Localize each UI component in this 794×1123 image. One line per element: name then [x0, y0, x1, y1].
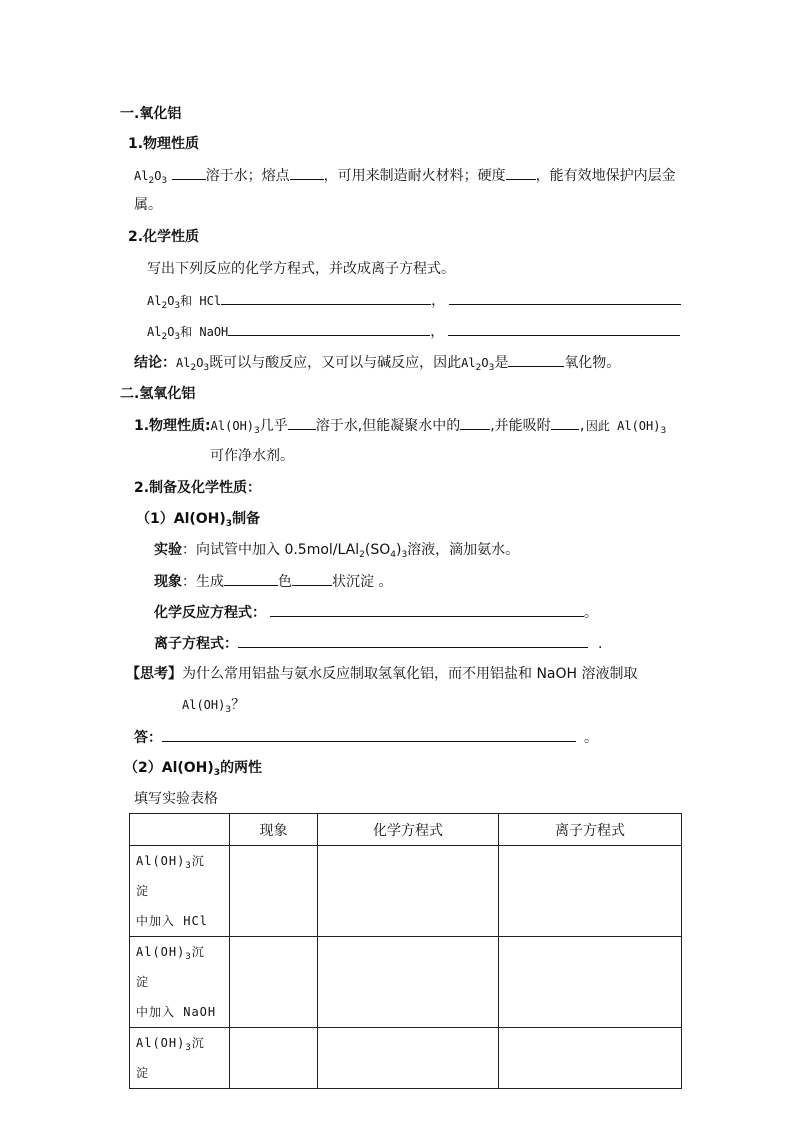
blank-suspended-matter[interactable] — [460, 415, 490, 430]
experiment-line: 实验：向试管中加入 $0.5mol/LAl_2(SO_4)_3$溶液，滴加氨水。 — [154, 542, 520, 560]
table-row — [130, 846, 682, 937]
table-cell-phenomenon[interactable] — [230, 846, 318, 937]
blank-precipitate-color[interactable] — [224, 571, 278, 586]
equation-hcl-row: $Al_2O_3$和 HCl ， — [147, 290, 681, 311]
amphoteric-heading: $(2)Al(OH)_3$的两性 — [124, 760, 263, 778]
blank-hcl-chemical-equation[interactable] — [221, 290, 431, 305]
preparation-heading: 2.制备及化学性质： — [134, 480, 262, 496]
table-cell-chemical-equation[interactable] — [318, 937, 499, 1028]
alumina-conclusion: 结论：$Al_2O_3$既可以与酸反应，又可以与碱反应，因此$Al_2O_3$是 氧化物。 — [134, 352, 620, 373]
table-cell-ionic-equation[interactable] — [499, 846, 682, 937]
table-header-chemical-equation: 化学方程式 — [318, 814, 499, 846]
table-cell-ionic-equation[interactable] — [499, 1028, 682, 1089]
blank-hardness[interactable] — [506, 165, 536, 180]
blank-melting-point[interactable] — [290, 165, 324, 180]
blank-solubility[interactable] — [172, 165, 206, 180]
table-cell-chemical-equation[interactable] — [318, 846, 499, 937]
blank-adsorbed[interactable] — [551, 415, 579, 430]
blank-precipitate-form[interactable] — [292, 571, 332, 586]
table-intro: 填写实验表格 — [134, 791, 218, 807]
section-title-aluminum-hydroxide: 二.氢氧化铝 — [120, 386, 196, 402]
table-row — [130, 1028, 682, 1089]
alumina-physical-line-1: $Al_2O_3$ 溶于水；熔点 ，可用来制造耐火材料；硬度 ，能有效地保护内层金 — [134, 165, 676, 186]
experiment-table — [129, 813, 682, 1089]
table-cell-phenomenon[interactable] — [230, 937, 318, 1028]
hydroxide-physical-line-1: 1.物理性质$:Al(OH)_3$几乎 溶于水,但能凝聚水中的 ,并能吸附 ,因此 $Al(OH)_3$ — [134, 415, 666, 436]
table-header-phenomenon: 现象 — [230, 814, 318, 846]
blank-preparation-ionic-equation[interactable] — [238, 633, 588, 648]
chemical-equation-line: 化学反应方程式： 。 — [154, 602, 598, 623]
table-header-row — [130, 814, 682, 846]
answer-line: 答： 。 — [134, 727, 598, 748]
phenomenon-line: 现象：生成 色 状沉淀 。 — [154, 571, 392, 592]
hydroxide-physical-line-2: 可作净水剂。 — [210, 448, 294, 464]
ionic-equation-line: 离子方程式： . — [154, 633, 602, 654]
think-question: 【思考】为什么常用铝盐与氨水反应制取氢氧化铝，而不用铝盐和 NaOH 溶液制取 — [126, 666, 638, 682]
table-cell-phenomenon[interactable] — [230, 1028, 318, 1089]
blank-hcl-ionic-equation[interactable] — [449, 290, 681, 305]
table-row-label: $Al(OH)_3$沉 淀 中加入 NaOH — [130, 937, 230, 1028]
equation-naoh-row: $Al_2O_3$和 NaOH ， — [147, 321, 680, 342]
table-header-ionic-equation: 离子方程式 — [499, 814, 682, 846]
blank-naoh-ionic-equation[interactable] — [448, 321, 680, 336]
alumina-physical-line-2: 属。 — [134, 197, 162, 213]
chemical-intro: 写出下列反应的化学方程式，并改成离子方程式。 — [147, 261, 455, 277]
blank-preparation-chemical-equation[interactable] — [270, 602, 584, 617]
table-row-label: $Al(OH)_3$沉 淀 中加入 HCl — [130, 846, 230, 937]
chemical-properties-heading: 2.化学性质 — [128, 229, 200, 245]
preparation-subheading: $(1)Al(OH)_3$制备 — [136, 511, 261, 529]
table-cell-ionic-equation[interactable] — [499, 937, 682, 1028]
table-row — [130, 937, 682, 1028]
physical-properties-heading: 1.物理性质 — [128, 136, 200, 152]
blank-hydroxide-solubility[interactable] — [288, 415, 316, 430]
blank-answer[interactable] — [162, 727, 576, 742]
table-cell-chemical-equation[interactable] — [318, 1028, 499, 1089]
blank-naoh-chemical-equation[interactable] — [228, 321, 430, 336]
think-question-line-2: $Al(OH)_3$？ — [182, 697, 246, 715]
section-title-alumina: 一.氧化铝 — [120, 106, 182, 122]
table-header-empty — [130, 814, 230, 846]
blank-oxide-type[interactable] — [508, 352, 564, 367]
table-row-label: $Al(OH)_3$沉 淀 — [130, 1028, 230, 1089]
